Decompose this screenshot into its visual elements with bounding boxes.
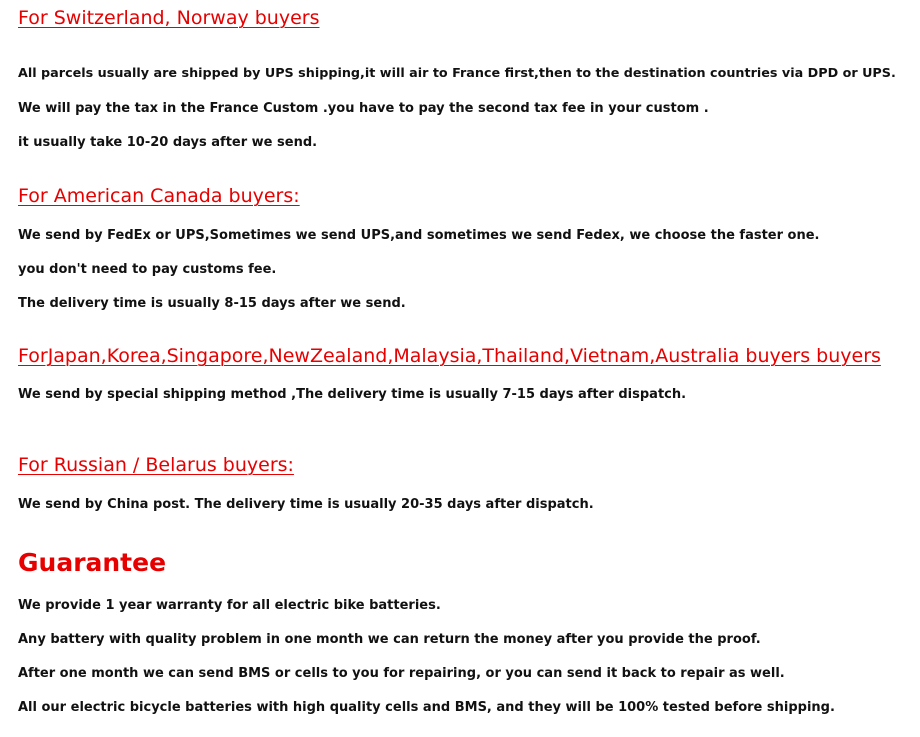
- text-line: All parcels usually are shipped by UPS shipping,it will air to France first,then to the destination countries via DPD or UPS.: [18, 66, 896, 81]
- text-line: We send by FedEx or UPS,Sometimes we send UPS,and sometimes we send Fedex, we choose the faster one.: [18, 228, 820, 243]
- heading-guarantee: Guarantee: [18, 548, 167, 577]
- heading-asia-pacific: ForJapan,Korea,Singapore,NewZealand,Malaysia,Thailand,Vietnam,Australia buyers buyers: [18, 345, 881, 367]
- heading-switzerland-norway: For Switzerland, Norway buyers: [18, 7, 320, 29]
- heading-american-canada: For American Canada buyers:: [18, 185, 300, 207]
- text-line: We send by special shipping method ,The delivery time is usually 7-15 days after dispatch.: [18, 387, 687, 402]
- text-line: it usually take 10-20 days after we send.: [18, 135, 318, 150]
- text-line: We will pay the tax in the France Custom .you have to pay the second tax fee in your custom .: [18, 101, 709, 116]
- heading-russian-belarus: For Russian / Belarus buyers:: [18, 454, 294, 476]
- text-line: The delivery time is usually 8-15 days after we send.: [18, 296, 406, 311]
- text-line: Any battery with quality problem in one month we can return the money after you provide the proof.: [18, 632, 761, 647]
- text-line: We send by China post. The delivery time is usually 20-35 days after dispatch.: [18, 497, 594, 512]
- text-line: After one month we can send BMS or cells to you for repairing, or you can send it back to repair as well.: [18, 666, 785, 681]
- text-line: you don't need to pay customs fee.: [18, 262, 277, 277]
- text-line: All our electric bicycle batteries with high quality cells and BMS, and they will be 100% tested before shipping.: [18, 700, 835, 715]
- text-line: We provide 1 year warranty for all electric bike batteries.: [18, 598, 441, 613]
